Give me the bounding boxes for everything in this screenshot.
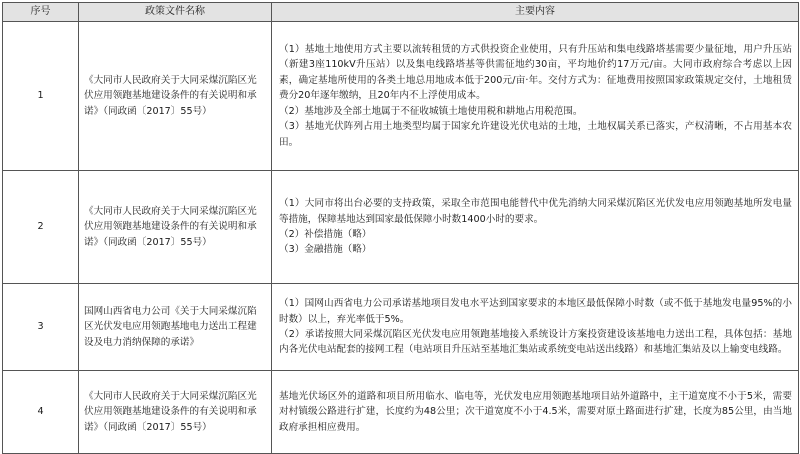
- policy-table: [2, 2, 799, 454]
- policy-document-name: 《大同市人民政府关于大同采煤沉陷区光伏应用领跑基地建设条件的有关说明和承诺》（同政函〔2017〕55号）: [79, 22, 272, 171]
- content-paragraph: （2）承诺按照大同采煤沉陷区光伏发电应用领跑基地接入系统设计方案投资建设该基地电力送出工程，具体包括：基地内各光伏电站配套的接网工程（电站项目升压站至基地汇集站或系统变电站送出线路）和基地汇集站及以上输变电线路。: [279, 329, 792, 356]
- content-paragraph: （1）国网山西省电力公司承诺基地项目发电水平达到国家要求的本地区最低保障小时数（或不低于基地发电量95%的小时数）以上，弃光率低于5%。: [279, 298, 792, 325]
- content-paragraph: （3）金融措施（略）: [279, 244, 372, 256]
- header-policy-name: 政策文件名称: [79, 3, 272, 22]
- content-paragraph: （2）补偿措施（略）: [279, 229, 372, 240]
- content-paragraph: （1）基地土地使用方式主要以流转租赁的方式供投资企业使用，只有升压站和集电线路塔基需要少量征地，用户升压站（新建3座110kV升压站）以及集电线路塔基等供需征地约30亩，平均地价约17万元/亩。大同市政府综合考虑以上因素，确定基地所使用的各类土地总用地成本低于200元/亩·年。交付方式为：征地费用按照国家政策规定交付，土地租赁费分20年逐年缴纳，且20年内不上浮使用成本。: [279, 44, 792, 102]
- content-paragraph: （1）大同市将出台必要的支持政策，采取全市范围电能替代中优先消纳大同采煤沉陷区光伏发电应用领跑基地所发电量等措施，保障基地达到国家最低保障小时数1400小时的要求。: [279, 198, 792, 225]
- header-no: 序号: [3, 3, 79, 22]
- header-main-content: 主要内容: [272, 3, 799, 22]
- row-number: 4: [3, 371, 79, 454]
- policy-document-name: 国网山西省电力公司《关于大同采煤沉陷区光伏发电应用领跑基地电力送出工程建设及电力消纳保障的承诺》: [79, 284, 272, 371]
- table-row: [3, 171, 799, 284]
- main-content-cell: [272, 22, 799, 171]
- row-number: 3: [3, 284, 79, 371]
- table-row: [3, 371, 799, 454]
- main-content-cell: [272, 371, 799, 454]
- table-row: [3, 284, 799, 371]
- content-paragraph: 基地光伏场区外的道路和项目所用临水、临电等，光伏发电应用领跑基地项目站外道路中，主干道宽度不小于5米，需要对村镇级公路进行扩建，长度约为48公里；次干道宽度不小于4.5米，需要对原土路面进行扩建，长度为85公里，由当地政府承担相应费用。: [279, 390, 792, 433]
- row-number: 2: [3, 171, 79, 284]
- row-number: 1: [3, 22, 79, 171]
- policy-document-name: 《大同市人民政府关于大同采煤沉陷区光伏应用领跑基地建设条件的有关说明和承诺》（同政函〔2017〕55号）: [79, 171, 272, 284]
- policy-document-name: 《大同市人民政府关于大同采煤沉陷区光伏应用领跑基地建设条件的有关说明和承诺》（同政函〔2017〕55号）: [79, 371, 272, 454]
- content-paragraph: （3）基地光伏阵列占用土地类型均属于国家允许建设光伏电站的土地，土地权属关系已落实，产权清晰，不占用基本农田。: [279, 121, 792, 148]
- table-row: [3, 22, 799, 171]
- content-paragraph: （2）基地涉及全部土地属于不征收城镇土地使用税和耕地占用税范围。: [279, 105, 583, 117]
- main-content-cell: [272, 284, 799, 371]
- table-header-row: [3, 3, 799, 22]
- main-content-cell: [272, 171, 799, 284]
